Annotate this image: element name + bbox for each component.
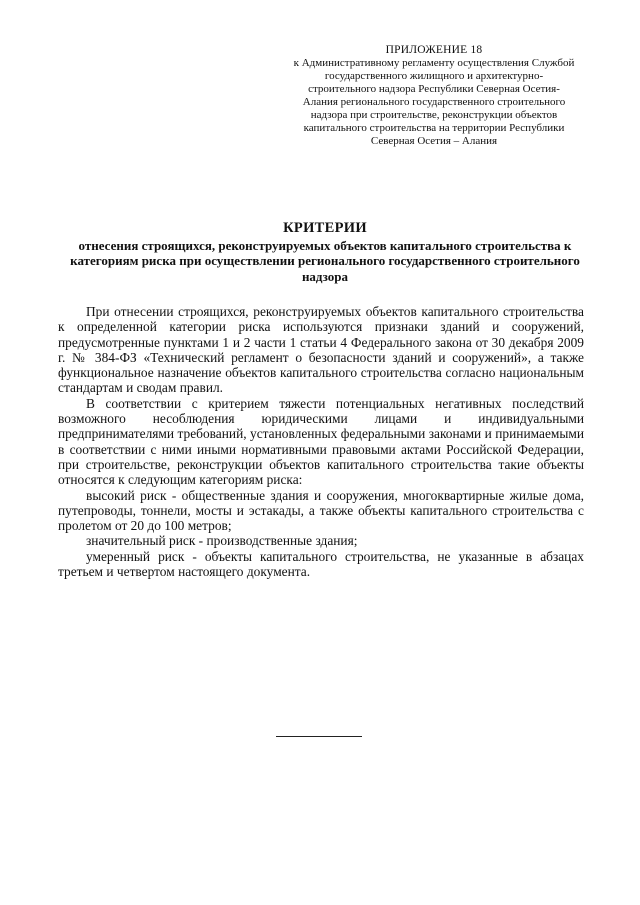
body-paragraph-intro: При отнесении строящихся, реконструируемых объектов капитального строительства к определенной категории риска используются признаки зданий и сооружений, предусмотренные пунктами 1 и 2 части 1 статьи 4 Федерального закона от 30 декабря 2009 г. № 384-ФЗ «Технический регламент о безопасности зданий и сооружений», а также функциональное назначение объектов капитального строительства согласно национальным стандартам и сводам правил.	[58, 304, 584, 396]
document-heading	[62, 218, 588, 284]
document-body	[58, 304, 584, 579]
body-paragraph-high-risk: высокий риск - общественные здания и сооружения, многоквартирные жилые дома, путепроводы, тоннели, мосты и эстакады, а также объекты капитального строительства с пролетом от 20 до 100 метров;	[58, 487, 584, 534]
annex-title: ПРИЛОЖЕНИЕ 18	[385, 44, 483, 56]
footer-divider	[276, 736, 362, 737]
body-paragraph-significant-risk: значительный риск - производственные здания;	[86, 533, 358, 549]
document-title: КРИТЕРИИ	[283, 220, 367, 236]
annex-header	[292, 44, 576, 148]
body-paragraph-moderate-risk: умеренный риск - объекты капитального строительства, не указанные в абзацах третьем и четвертом настоящего документа.	[58, 548, 584, 580]
annex-reference-text: к Административному регламенту осуществления Службой государственного жилищного и архитектурно-строительного надзора Республики Северная Осетия-Алания регионального государственного строительного надзора при строительстве, реконструкции объектов капитального строительства на территории Республики Северная Осетия – Алания	[293, 57, 575, 147]
document-subtitle: отнесения строящихся, реконструируемых объектов капитального строительства к категориям риска при осуществлении регионального государственного строительного надзора	[70, 238, 580, 284]
body-paragraph-criteria: В соответствии с критерием тяжести потенциальных негативных последствий возможного несоблюдения юридическими лицами и индивидуальными предпринимателями требований, установленных федеральными законами и принимаемыми в соответствии с ними иными нормативными правовыми актами Российской Федерации, при строительстве, реконструкции объектов капитального строительства такие объекты относятся к следующим категориям риска:	[58, 395, 584, 488]
